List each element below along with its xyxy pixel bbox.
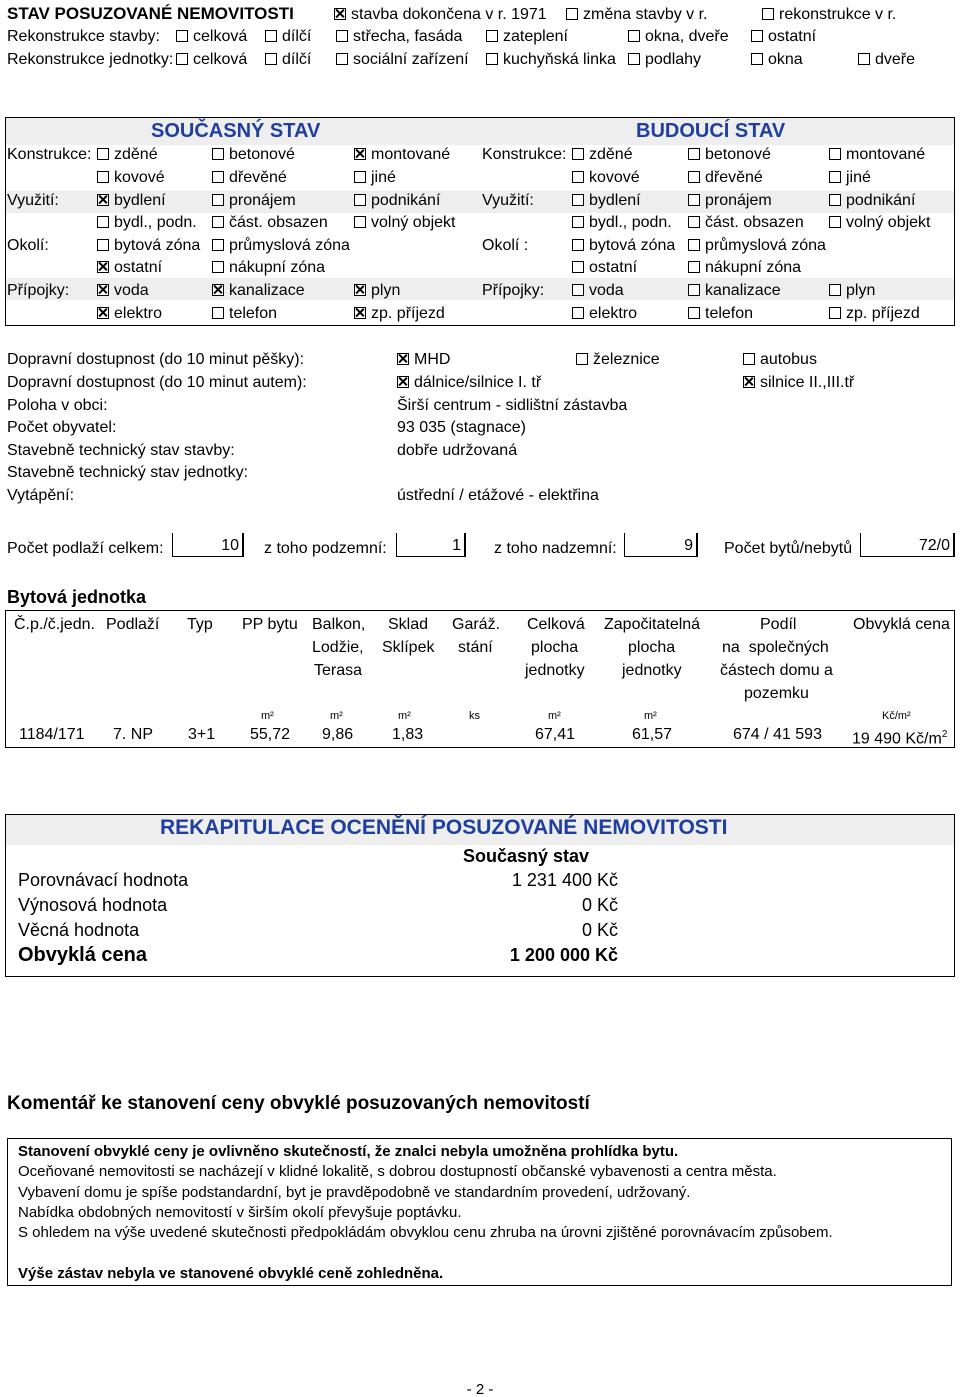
fut-nakupni[interactable]: nákupní zóna	[688, 257, 801, 279]
col-header: částech domu a	[720, 662, 833, 679]
page-number: - 2 -	[466, 1381, 494, 1397]
cell: 67,41	[535, 726, 576, 743]
checkbox-icon	[829, 194, 841, 206]
cell: 1,83	[392, 726, 424, 743]
col-header: PP bytu	[242, 616, 298, 633]
recap-value: 0 Kč	[581, 920, 618, 940]
konstrukce-label: Konstrukce:	[7, 146, 92, 163]
checkbox-icon	[212, 171, 224, 183]
col-header: jednotky	[525, 662, 585, 679]
unit-label: Kč/m²	[882, 710, 911, 722]
vyuziti-label: Využití:	[7, 192, 59, 209]
cur-elektro[interactable]: elektro	[97, 303, 162, 325]
cur-volny[interactable]: volný objekt	[354, 212, 456, 234]
checkbox-checked-icon	[354, 148, 366, 160]
checkbox-checked-icon	[97, 261, 109, 273]
recap-final-value: 1 200 000 Kč	[509, 945, 618, 965]
floors-total-field[interactable]: 10	[172, 533, 244, 557]
future-state-title: BUDOUCÍ STAV	[636, 120, 786, 142]
rekonstrukce-stavby-label: Rekonstrukce stavby:	[7, 28, 160, 45]
checkbox-icon	[829, 216, 841, 228]
checkbox-dilci[interactable]: dílčí	[265, 26, 311, 48]
checkbox-icon	[486, 53, 498, 65]
col-header: plocha	[628, 639, 676, 656]
fut-elektro[interactable]: elektro	[572, 303, 637, 325]
checkbox-icon	[566, 8, 578, 20]
okoli-label: Okolí:	[7, 237, 49, 254]
checkbox-icon	[97, 216, 109, 228]
comment-line: Nabídka obdobných nemovitostí v širším okolí převyšuje poptávku.	[18, 1204, 462, 1221]
checkbox-icon	[688, 148, 700, 160]
checkbox-icon	[336, 53, 348, 65]
cur-zdene[interactable]: zděné	[97, 144, 158, 166]
cur-prijezd[interactable]: zp. příjezd	[354, 303, 445, 325]
info-value: ústřední / etážové - elektřina	[397, 487, 599, 504]
cur-cast-obsazen[interactable]: část. obsazen	[212, 212, 328, 234]
info-mhd[interactable]: MHD	[397, 349, 450, 371]
comment-line: Výše zástav nebyla ve stanovené obvyklé ceně zohledněna.	[18, 1265, 444, 1282]
col-header: Lodžie,	[312, 639, 364, 656]
checkbox-rekonstrukce[interactable]: rekonstrukce v r.	[762, 4, 896, 26]
info-dalnice[interactable]: dálnice/silnice I. tř	[397, 372, 541, 394]
checkbox-icon	[751, 53, 763, 65]
pripojky-label-future: Přípojky:	[482, 282, 545, 299]
cur-podnikani[interactable]: podnikání	[354, 190, 440, 212]
checkbox-icon	[829, 307, 841, 319]
comment-line: Vybavení domu je spíše podstandardní, byt je pravděpodobně ve standardním provedení, udržovaný.	[18, 1184, 691, 1201]
fut-bydl-podn[interactable]: bydl., podn.	[572, 212, 672, 234]
checkbox-icon	[572, 216, 584, 228]
col-header: Podíl	[760, 616, 797, 633]
cur-bytova[interactable]: bytová zóna	[97, 235, 200, 257]
current-state-title: SOUČASNÝ STAV	[151, 120, 321, 142]
checkbox-icon	[829, 148, 841, 160]
info-label: Stavebně technický stav stavby:	[7, 442, 235, 459]
cur-drevene[interactable]: dřevěné	[212, 167, 287, 189]
cell: 674 / 41 593	[733, 726, 822, 743]
recap-value: 1 231 400 Kč	[511, 870, 618, 890]
checkbox-icon	[829, 284, 841, 296]
flats-field[interactable]: 72/0	[860, 533, 955, 557]
checkbox-icon	[265, 53, 277, 65]
checkbox-j-dilci[interactable]: dílčí	[265, 49, 311, 71]
fut-prumyslova[interactable]: průmyslová zóna	[688, 235, 826, 257]
fut-kovove[interactable]: kovové	[572, 167, 640, 189]
unit-label: m²	[644, 710, 657, 722]
cur-telefon[interactable]: telefon	[212, 303, 277, 325]
col-header: Typ	[187, 616, 213, 633]
checkbox-j-kuchyn[interactable]: kuchyňská linka	[486, 49, 616, 71]
recap-col-header: Současný stav	[463, 846, 590, 866]
fut-pronajem[interactable]: pronájem	[688, 190, 772, 212]
unit-label: ks	[469, 710, 480, 722]
recap-value: 0 Kč	[581, 895, 618, 915]
info-value: dobře udržovaná	[397, 442, 518, 459]
comment-line: Stanovení obvyklé ceny je ovlivněno skutečností, že znalci nebyla umožněna prohlídka bytu.	[18, 1143, 679, 1160]
okoli-label-future: Okolí :	[482, 237, 529, 254]
comment-line: S ohledem na výše uvedené skutečnosti předpokládám obvyklou cenu zhruba na úrovni zjištěné porovnávacím způsobem.	[18, 1224, 833, 1241]
recap-label: Výnosová hodnota	[18, 895, 168, 915]
cur-jine[interactable]: jiné	[354, 167, 396, 189]
checkbox-icon	[336, 30, 348, 42]
recap-label: Věcná hodnota	[18, 920, 140, 940]
checkbox-okna-dvere[interactable]: okna, dveře	[628, 26, 729, 48]
checkbox-icon	[354, 171, 366, 183]
checkbox-icon	[858, 53, 870, 65]
info-autobus[interactable]: autobus	[743, 349, 817, 371]
checkbox-checked-icon	[743, 376, 755, 388]
comment-title: Komentář ke stanovení ceny obvyklé posuzovaných nemovitostí	[7, 1093, 590, 1114]
floors-under-field[interactable]: 1	[396, 533, 466, 557]
checkbox-icon	[212, 148, 224, 160]
checkbox-icon	[212, 261, 224, 273]
col-header: Podlaží	[106, 616, 160, 633]
col-header: Č.p./č.jedn.	[14, 616, 95, 633]
info-label: Poloha v obci:	[7, 397, 108, 414]
checkbox-checked-icon	[97, 307, 109, 319]
unit-label: m²	[398, 710, 411, 722]
cur-voda[interactable]: voda	[97, 280, 149, 302]
info-label: Počet obyvatel:	[7, 419, 117, 436]
fut-telefon[interactable]: telefon	[688, 303, 753, 325]
checkbox-strecha[interactable]: střecha, fasáda	[336, 26, 462, 48]
checkbox-icon	[354, 194, 366, 206]
checkbox-icon	[176, 53, 188, 65]
cur-ostatni[interactable]: ostatní	[97, 257, 162, 279]
checkbox-j-celkova[interactable]: celková	[176, 49, 247, 71]
unit-label: m²	[261, 710, 274, 722]
col-header: plocha	[531, 639, 579, 656]
col-header: na společných	[722, 639, 829, 656]
floors-row	[0, 533, 960, 563]
checkbox-icon	[762, 8, 774, 20]
unit-label: m²	[548, 710, 561, 722]
recap-final-label: Obvyklá cena	[18, 944, 147, 966]
cur-plyn[interactable]: plyn	[354, 280, 400, 302]
checkbox-icon	[265, 30, 277, 42]
checkbox-ostatni[interactable]: ostatní	[751, 26, 816, 48]
col-header: Obvyklá cena	[853, 616, 950, 633]
checkbox-j-okna[interactable]: okna	[751, 49, 803, 71]
checkbox-icon	[743, 353, 755, 365]
col-header: Balkon,	[312, 616, 366, 633]
checkbox-icon	[212, 307, 224, 319]
cur-nakupni[interactable]: nákupní zóna	[212, 257, 325, 279]
checkbox-icon	[354, 216, 366, 228]
checkbox-icon	[576, 353, 588, 365]
cur-pronajem[interactable]: pronájem	[212, 190, 296, 212]
col-header: pozemku	[744, 685, 809, 702]
checkbox-icon	[751, 30, 763, 42]
fut-drevene[interactable]: dřevěné	[688, 167, 763, 189]
checkbox-j-podlahy[interactable]: podlahy	[628, 49, 701, 71]
checkbox-stavba-dokoncena[interactable]: stavba dokončena v r. 1971	[334, 4, 547, 26]
cell-price: 19 490 $Kč/m^2$	[852, 729, 948, 748]
col-header: Terasa	[314, 662, 363, 679]
col-header: Započitatelná	[604, 616, 701, 633]
fut-bytova[interactable]: bytová zóna	[572, 235, 675, 257]
checkbox-icon	[572, 307, 584, 319]
fut-voda[interactable]: voda	[572, 280, 624, 302]
checkbox-icon	[97, 239, 109, 251]
cur-bydleni[interactable]: bydlení	[97, 190, 166, 212]
fut-cast-obsazen[interactable]: část. obsazen	[688, 212, 804, 234]
fut-jine[interactable]: jiné	[829, 167, 871, 189]
cell: 9,86	[322, 726, 354, 743]
checkbox-checked-icon	[97, 284, 109, 296]
info-label: Dopravní dostupnost (do 10 minut pěšky):	[7, 351, 305, 368]
cell: 3+1	[188, 726, 216, 743]
cur-kovove[interactable]: kovové	[97, 167, 165, 189]
checkbox-icon	[572, 284, 584, 296]
info-value: 93 035 (stagnace)	[397, 419, 526, 436]
info-label: Stavebně technický stav jednotky:	[7, 464, 249, 481]
checkbox-icon	[97, 148, 109, 160]
konstrukce-label-future: Konstrukce:	[482, 146, 567, 163]
checkbox-zmena-stavby[interactable]: změna stavby v r.	[566, 4, 708, 26]
checkbox-icon	[829, 171, 841, 183]
checkbox-icon	[572, 239, 584, 251]
fut-podnikani[interactable]: podnikání	[829, 190, 915, 212]
floors-above-label: z toho nadzemní:	[494, 540, 617, 557]
col-header: Garáž.	[452, 616, 501, 633]
checkbox-icon	[572, 171, 584, 183]
checkbox-icon	[688, 171, 700, 183]
checkbox-icon	[212, 216, 224, 228]
flats-label: Počet bytů/nebytů	[724, 540, 853, 557]
checkbox-icon	[572, 261, 584, 273]
unit-label: m²	[330, 710, 343, 722]
cell: 55,72	[250, 726, 291, 743]
floors-above-field[interactable]: 9	[624, 533, 698, 557]
checkbox-j-dvere[interactable]: dveře	[858, 49, 915, 71]
fut-ostatni[interactable]: ostatní	[572, 257, 637, 279]
checkbox-icon	[97, 171, 109, 183]
fut-prijezd[interactable]: zp. příjezd	[829, 303, 920, 325]
checkbox-checked-icon	[354, 284, 366, 296]
checkbox-celkova[interactable]: celková	[176, 26, 247, 48]
checkbox-icon	[176, 30, 188, 42]
vyuziti-label-future: Využití:	[482, 192, 534, 209]
checkbox-icon	[212, 239, 224, 251]
checkbox-j-socialni[interactable]: sociální zařízení	[336, 49, 469, 71]
cell: 7. NP	[113, 726, 154, 743]
checkbox-icon	[688, 261, 700, 273]
cur-prumyslova[interactable]: průmyslová zóna	[212, 235, 350, 257]
fut-kanalizace[interactable]: kanalizace	[688, 280, 781, 302]
checkbox-checked-icon	[354, 307, 366, 319]
fut-plyn[interactable]: plyn	[829, 280, 875, 302]
fut-volny[interactable]: volný objekt	[829, 212, 931, 234]
checkbox-icon	[572, 148, 584, 160]
comment-line: Oceňované nemovitosti se nacházejí v klidné lokalitě, s dobrou dostupností občanské vybavenosti a centra města.	[18, 1163, 777, 1180]
col-header: jednotky	[622, 662, 682, 679]
cur-montovane[interactable]: montované	[354, 144, 450, 166]
col-header: Sklad	[388, 616, 429, 633]
checkbox-icon	[486, 30, 498, 42]
checkbox-checked-icon	[397, 376, 409, 388]
checkbox-icon	[688, 284, 700, 296]
col-header: Celková	[527, 616, 585, 633]
checkbox-icon	[688, 194, 700, 206]
rekonstrukce-jednotky-label: Rekonstrukce jednotky:	[7, 51, 174, 68]
checkbox-zatepleni[interactable]: zateplení	[486, 26, 568, 48]
checkbox-checked-icon	[97, 194, 109, 206]
floors-total-label: Počet podlaží celkem:	[7, 540, 164, 557]
checkbox-icon	[688, 239, 700, 251]
checkbox-icon	[212, 194, 224, 206]
cur-betonove[interactable]: betonové	[212, 144, 295, 166]
fut-zdene[interactable]: zděné	[572, 144, 633, 166]
cell: 1184/171	[19, 726, 85, 743]
checkbox-icon	[628, 53, 640, 65]
info-zeleznice[interactable]: železnice	[576, 349, 660, 371]
fut-bydleni[interactable]: bydlení	[572, 190, 641, 212]
cell: 61,57	[632, 726, 673, 743]
section-title: STAV POSUZOVANÉ NEMOVITOSTI	[7, 4, 294, 23]
checkbox-icon	[628, 30, 640, 42]
recap-label: Porovnávací hodnota	[18, 870, 189, 890]
checkbox-icon	[688, 307, 700, 319]
checkbox-icon	[572, 194, 584, 206]
info-value: Širší centrum - sidlištní zástavba	[397, 397, 628, 414]
checkbox-checked-icon	[334, 8, 346, 20]
fut-montovane[interactable]: montované	[829, 144, 925, 166]
floors-under-label: z toho podzemní:	[264, 540, 387, 557]
recap-title: REKAPITULACE OCENĚNÍ POSUZOVANÉ NEMOVITOSTI	[160, 816, 728, 839]
checkbox-icon	[688, 216, 700, 228]
cur-bydl-podn[interactable]: bydl., podn.	[97, 212, 197, 234]
cur-kanalizace[interactable]: kanalizace	[212, 280, 305, 302]
checkbox-checked-icon	[212, 284, 224, 296]
pripojky-label: Přípojky:	[7, 282, 70, 299]
unit-title: Bytová jednotka	[7, 587, 147, 607]
info-silnice[interactable]: silnice II.,III.tř	[743, 372, 854, 394]
fut-betonove[interactable]: betonové	[688, 144, 771, 166]
col-header: stání	[458, 639, 493, 656]
col-header: Sklípek	[382, 639, 435, 656]
info-label: Vytápění:	[7, 487, 75, 504]
checkbox-checked-icon	[397, 353, 409, 365]
info-label: Dopravní dostupnost (do 10 minut autem):	[7, 374, 307, 391]
